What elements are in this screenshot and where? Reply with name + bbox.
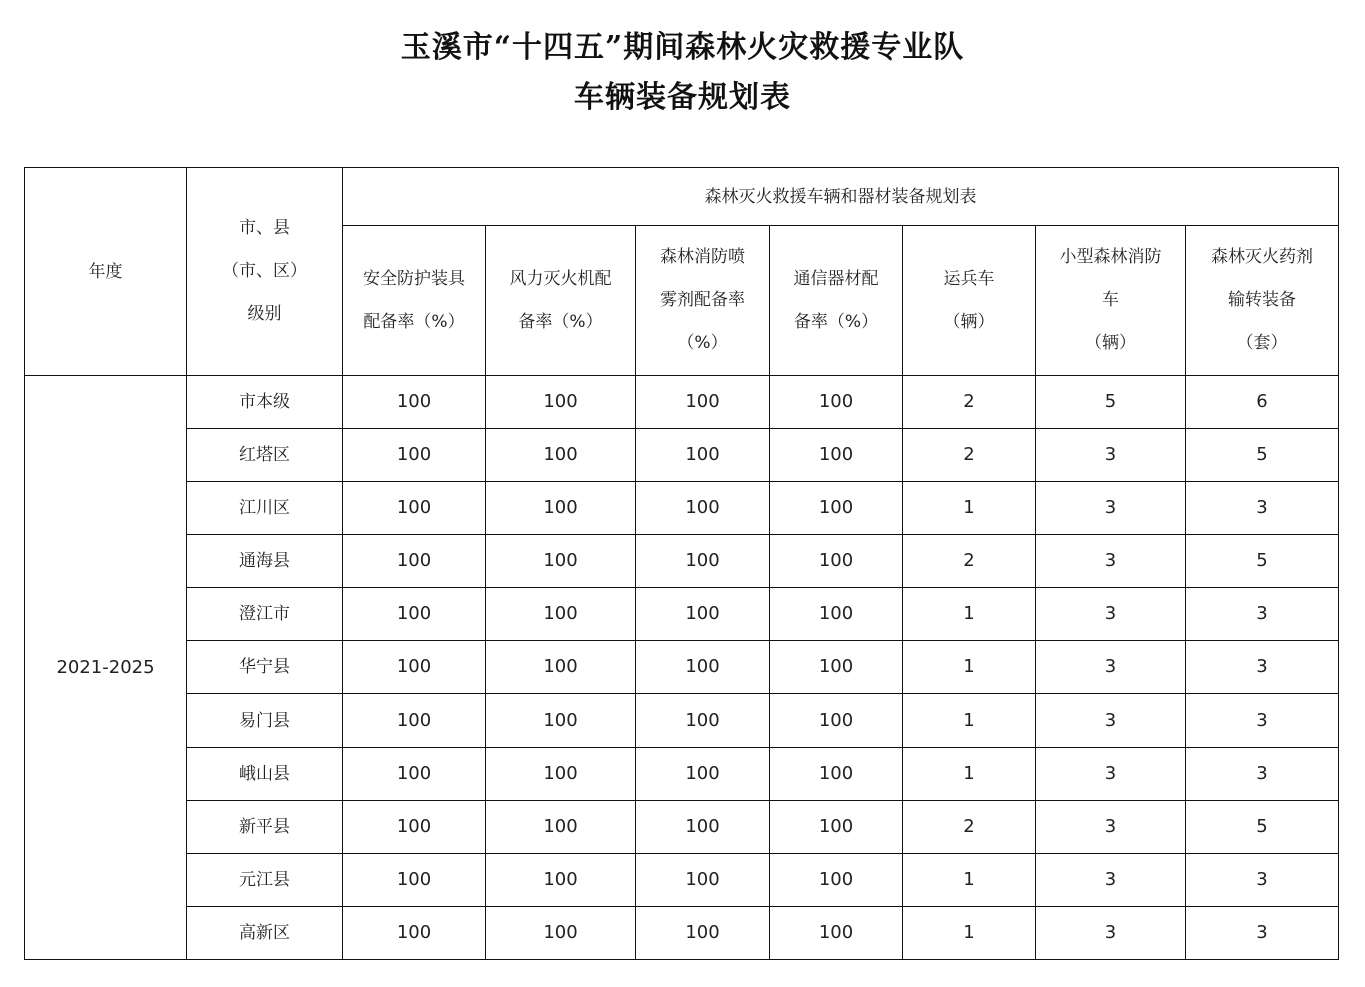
region-cell: 峨山县 bbox=[187, 747, 343, 800]
region-cell: 通海县 bbox=[187, 535, 343, 588]
value-cell: 2 bbox=[903, 535, 1036, 588]
value-cell: 1 bbox=[903, 747, 1036, 800]
value-cell: 100 bbox=[343, 376, 486, 429]
group-header: 森林灭火救援车辆和器材装备规划表 bbox=[343, 168, 1339, 226]
value-cell: 100 bbox=[770, 747, 903, 800]
value-cell: 3 bbox=[1186, 747, 1339, 800]
value-cell: 6 bbox=[1186, 376, 1339, 429]
table-row bbox=[25, 429, 1339, 482]
value-cell: 2 bbox=[903, 376, 1036, 429]
value-cell: 3 bbox=[1186, 694, 1339, 747]
table-row bbox=[25, 747, 1339, 800]
table-row bbox=[25, 588, 1339, 641]
column-header-line: 小型森林消防 bbox=[1059, 247, 1162, 267]
value-cell: 100 bbox=[343, 694, 486, 747]
value-cell: 100 bbox=[770, 800, 903, 853]
table-row bbox=[25, 906, 1339, 959]
region-cell: 红塔区 bbox=[187, 429, 343, 482]
region-cell: 华宁县 bbox=[187, 641, 343, 694]
value-cell: 3 bbox=[1186, 906, 1339, 959]
column-header bbox=[343, 226, 486, 376]
column-header bbox=[1036, 226, 1186, 376]
value-cell: 100 bbox=[343, 906, 486, 959]
value-cell: 1 bbox=[903, 641, 1036, 694]
value-cell: 3 bbox=[1036, 694, 1186, 747]
value-cell: 3 bbox=[1036, 906, 1186, 959]
value-cell: 100 bbox=[770, 853, 903, 906]
value-cell: 1 bbox=[903, 694, 1036, 747]
value-cell: 100 bbox=[636, 906, 770, 959]
value-cell: 2 bbox=[903, 800, 1036, 853]
value-cell: 100 bbox=[636, 800, 770, 853]
region-header-line: 市、县 bbox=[239, 218, 290, 238]
value-cell: 100 bbox=[486, 429, 636, 482]
value-cell: 100 bbox=[636, 694, 770, 747]
value-cell: 100 bbox=[486, 482, 636, 535]
column-header-line: 备率（%） bbox=[793, 311, 879, 332]
value-cell: 100 bbox=[770, 429, 903, 482]
value-cell: 100 bbox=[343, 482, 486, 535]
region-header-line: 级别 bbox=[247, 304, 282, 324]
value-cell: 3 bbox=[1036, 641, 1186, 694]
region-cell: 元江县 bbox=[187, 853, 343, 906]
column-header-line: 备率（%） bbox=[518, 311, 603, 332]
column-header-line: 森林灭火药剂 bbox=[1211, 247, 1313, 267]
page-title: 玉溪市“十四五”期间森林火灾救援专业队 bbox=[400, 30, 965, 65]
value-cell: 100 bbox=[343, 641, 486, 694]
table-row bbox=[25, 535, 1339, 588]
column-header bbox=[903, 226, 1036, 376]
value-cell: 100 bbox=[486, 588, 636, 641]
value-cell: 100 bbox=[636, 429, 770, 482]
page-subtitle: 车辆装备规划表 bbox=[574, 80, 791, 115]
column-header-line: 输转装备 bbox=[1228, 290, 1296, 310]
value-cell: 100 bbox=[770, 482, 903, 535]
column-header-line: （套） bbox=[1236, 333, 1288, 353]
table-row bbox=[25, 800, 1339, 853]
value-cell: 100 bbox=[343, 535, 486, 588]
equipment-plan-table bbox=[24, 167, 1339, 960]
value-cell: 3 bbox=[1186, 641, 1339, 694]
value-cell: 100 bbox=[770, 376, 903, 429]
value-cell: 100 bbox=[343, 800, 486, 853]
column-header bbox=[1186, 226, 1339, 376]
value-cell: 100 bbox=[636, 482, 770, 535]
table-row bbox=[25, 641, 1339, 694]
column-header-line: 配备率（%） bbox=[363, 311, 465, 332]
value-cell: 3 bbox=[1036, 588, 1186, 641]
value-cell: 100 bbox=[343, 429, 486, 482]
value-cell: 3 bbox=[1036, 482, 1186, 535]
region-header-line: （市、区） bbox=[222, 261, 307, 281]
value-cell: 100 bbox=[770, 641, 903, 694]
region-header bbox=[187, 168, 343, 376]
value-cell: 100 bbox=[343, 747, 486, 800]
value-cell: 100 bbox=[486, 694, 636, 747]
value-cell: 100 bbox=[486, 376, 636, 429]
region-cell: 易门县 bbox=[187, 694, 343, 747]
value-cell: 100 bbox=[486, 535, 636, 588]
value-cell: 5 bbox=[1186, 429, 1339, 482]
value-cell: 5 bbox=[1036, 376, 1186, 429]
value-cell: 3 bbox=[1036, 800, 1186, 853]
value-cell: 100 bbox=[636, 376, 770, 429]
value-cell: 100 bbox=[770, 694, 903, 747]
value-cell: 100 bbox=[486, 800, 636, 853]
value-cell: 100 bbox=[486, 641, 636, 694]
column-header-line: （辆） bbox=[943, 311, 995, 332]
year-header: 年度 bbox=[25, 168, 187, 376]
year-cell: 2021-2025 bbox=[25, 376, 187, 960]
value-cell: 100 bbox=[486, 853, 636, 906]
value-cell: 100 bbox=[343, 853, 486, 906]
value-cell: 1 bbox=[903, 588, 1036, 641]
column-header-line: 安全防护装具 bbox=[363, 268, 465, 289]
column-header-line: （辆） bbox=[1085, 333, 1136, 353]
table-row bbox=[25, 376, 1339, 429]
value-cell: 1 bbox=[903, 906, 1036, 959]
value-cell: 3 bbox=[1036, 429, 1186, 482]
value-cell: 5 bbox=[1186, 800, 1339, 853]
table-row bbox=[25, 853, 1339, 906]
column-header bbox=[486, 226, 636, 376]
value-cell: 3 bbox=[1186, 853, 1339, 906]
region-cell: 新平县 bbox=[187, 800, 343, 853]
column-header-line: 车 bbox=[1102, 290, 1119, 310]
column-header bbox=[636, 226, 770, 376]
region-cell: 澄江市 bbox=[187, 588, 343, 641]
table-row bbox=[25, 694, 1339, 747]
value-cell: 3 bbox=[1036, 535, 1186, 588]
region-cell: 市本级 bbox=[187, 376, 343, 429]
value-cell: 1 bbox=[903, 853, 1036, 906]
value-cell: 3 bbox=[1036, 747, 1186, 800]
value-cell: 100 bbox=[636, 588, 770, 641]
column-header-line: 通信器材配 bbox=[793, 268, 879, 289]
value-cell: 3 bbox=[1186, 588, 1339, 641]
column-header bbox=[770, 226, 903, 376]
region-cell: 高新区 bbox=[187, 906, 343, 959]
column-header-line: 雾剂配备率 bbox=[660, 290, 745, 310]
value-cell: 100 bbox=[343, 588, 486, 641]
value-cell: 1 bbox=[903, 482, 1036, 535]
value-cell: 100 bbox=[770, 588, 903, 641]
value-cell: 100 bbox=[486, 906, 636, 959]
value-cell: 100 bbox=[486, 747, 636, 800]
value-cell: 100 bbox=[770, 906, 903, 959]
column-header-line: 运兵车 bbox=[943, 268, 995, 289]
value-cell: 100 bbox=[636, 535, 770, 588]
column-header-line: （%） bbox=[677, 333, 728, 353]
column-header-line: 风力灭火机配 bbox=[509, 268, 612, 289]
value-cell: 100 bbox=[770, 535, 903, 588]
value-cell: 3 bbox=[1036, 853, 1186, 906]
value-cell: 100 bbox=[636, 641, 770, 694]
value-cell: 100 bbox=[636, 853, 770, 906]
value-cell: 2 bbox=[903, 429, 1036, 482]
column-header-line: 森林消防喷 bbox=[660, 247, 745, 267]
value-cell: 100 bbox=[636, 747, 770, 800]
value-cell: 5 bbox=[1186, 535, 1339, 588]
region-cell: 江川区 bbox=[187, 482, 343, 535]
value-cell: 3 bbox=[1186, 482, 1339, 535]
table-row bbox=[25, 482, 1339, 535]
